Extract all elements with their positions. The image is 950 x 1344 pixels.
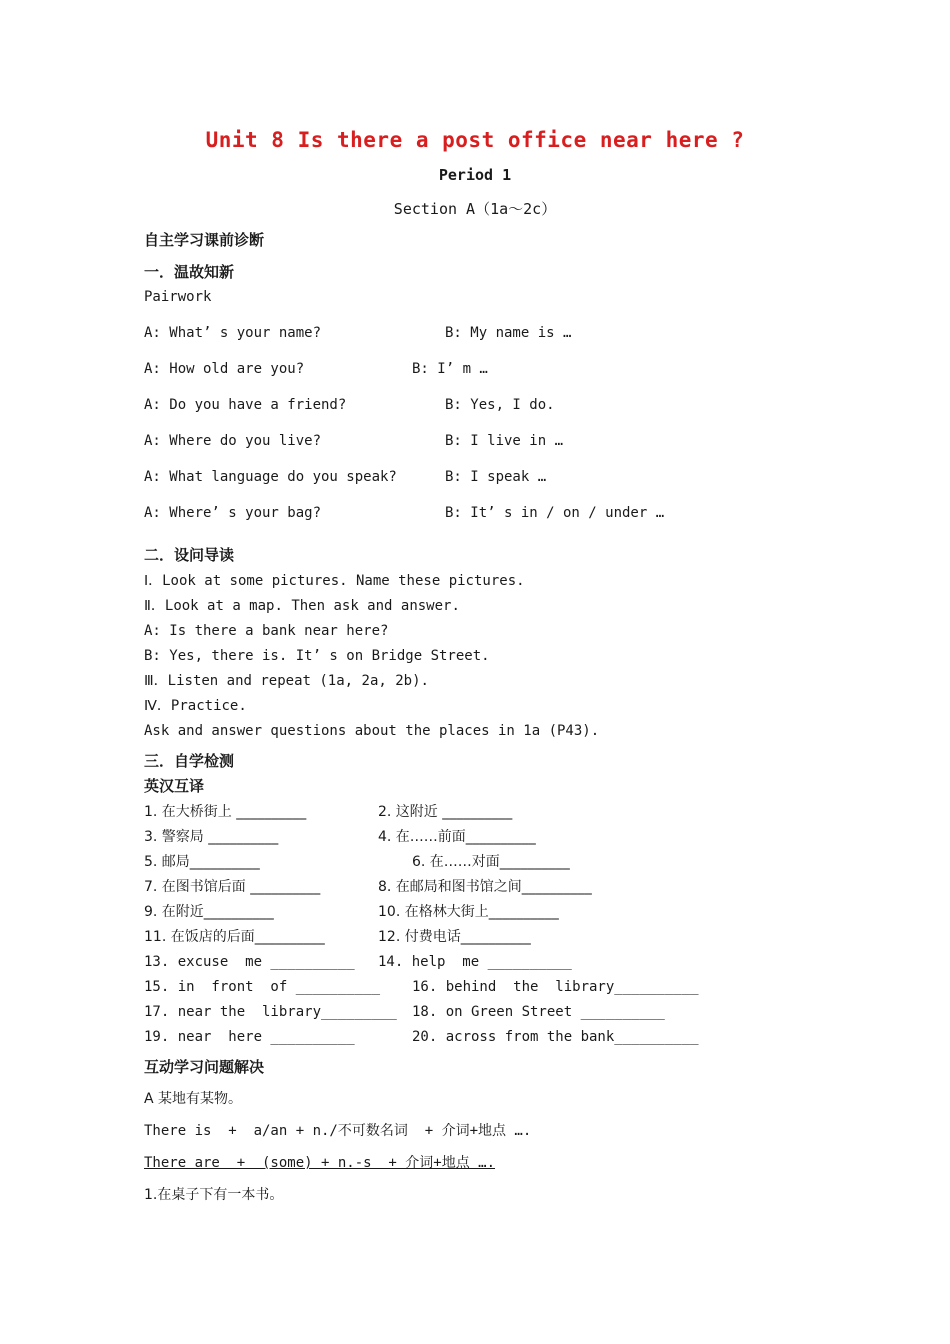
translation-item: 17. near the library_________	[144, 1004, 397, 1020]
guide-line: Ⅳ．Practice.	[144, 698, 247, 714]
guide-line: Ⅰ．Look at some pictures. Name these pictures.	[144, 573, 525, 589]
dialog-answer: B: I speak …	[445, 469, 547, 485]
translation-item: 15. in front of __________	[144, 979, 381, 995]
dialog-answer: B: It’ s in / on / under …	[445, 505, 665, 521]
section-label: Section A（1a～2c）	[393, 200, 557, 218]
translation-item: 4. 在……前面__________	[378, 829, 536, 845]
dialog-answer: B: My name is …	[445, 325, 572, 341]
dialog-question: A: How old are you?	[144, 361, 305, 377]
guide-line: Ⅱ．Look at a map. Then ask and answer.	[144, 598, 460, 614]
part1-heading: 一．温故知新	[144, 263, 235, 281]
translation-item: 14. help me __________	[378, 954, 572, 970]
dialog-question: A: Where do you live?	[144, 433, 322, 449]
translation-item: 13. excuse me __________	[144, 954, 355, 970]
grammar-line: 1.在桌子下有一本书。	[144, 1187, 284, 1203]
period-label: Period 1	[438, 166, 512, 184]
translation-item: 18. on Green Street __________	[412, 1004, 665, 1020]
guide-line: Ⅲ．Listen and repeat (1a, 2a, 2b).	[144, 673, 429, 689]
translation-item: 9. 在附近__________	[144, 904, 274, 920]
translation-item: 7. 在图书馆后面 __________	[144, 879, 321, 895]
translation-item: 10. 在格林大街上__________	[378, 904, 559, 920]
translation-item: 16. behind the library__________	[412, 979, 699, 995]
self-study-heading: 自主学习课前诊断	[144, 231, 265, 249]
translation-item: 11. 在饭店的后面__________	[144, 929, 325, 945]
translation-item: 5. 邮局__________	[144, 854, 260, 870]
dialog-question: A: Do you have a friend?	[144, 397, 347, 413]
translation-item: 3. 警察局 __________	[144, 829, 279, 845]
translation-item: 19. near here __________	[144, 1029, 355, 1045]
translation-item: 20. across from the bank__________	[412, 1029, 699, 1045]
grammar-line: There are + (some) + n.-s + 介词+地点 ….	[144, 1155, 496, 1171]
translation-item: 8. 在邮局和图书馆之间__________	[378, 879, 592, 895]
dialog-answer: B: I live in …	[445, 433, 564, 449]
guide-line: A: Is there a bank near here?	[144, 623, 389, 639]
guide-line: B: Yes, there is. It’ s on Bridge Street.	[144, 648, 490, 664]
dialog-question: A: What language do you speak?	[144, 469, 397, 485]
part4-heading: 互动学习问题解决	[144, 1058, 265, 1076]
translation-item: 2. 这附近 __________	[378, 804, 513, 820]
dialog-answer: B: Yes, I do.	[445, 397, 555, 413]
part3-heading: 三．自学检测	[144, 752, 235, 770]
guide-line: Ask and answer questions about the places in 1a (P43).	[144, 723, 600, 739]
translation-item: 6. 在……对面__________	[412, 854, 570, 870]
translation-item: 12. 付费电话__________	[378, 929, 531, 945]
part2-heading: 二．设问导读	[144, 546, 235, 564]
translation-item: 1. 在大桥街上 __________	[144, 804, 307, 820]
grammar-line: A 某地有某物。	[144, 1091, 243, 1107]
grammar-line: There is + a/an + n./不可数名词 + 介词+地点 ….	[144, 1123, 532, 1139]
dialog-answer: B: I’ m …	[412, 361, 488, 377]
page-title: Unit 8 Is there a post office near here ?	[205, 128, 745, 152]
translation-heading: 英汉互译	[144, 777, 205, 795]
pairwork-label: Pairwork	[144, 289, 212, 305]
dialog-question: A: What’ s your name?	[144, 325, 322, 341]
dialog-question: A: Where’ s your bag?	[144, 505, 322, 521]
